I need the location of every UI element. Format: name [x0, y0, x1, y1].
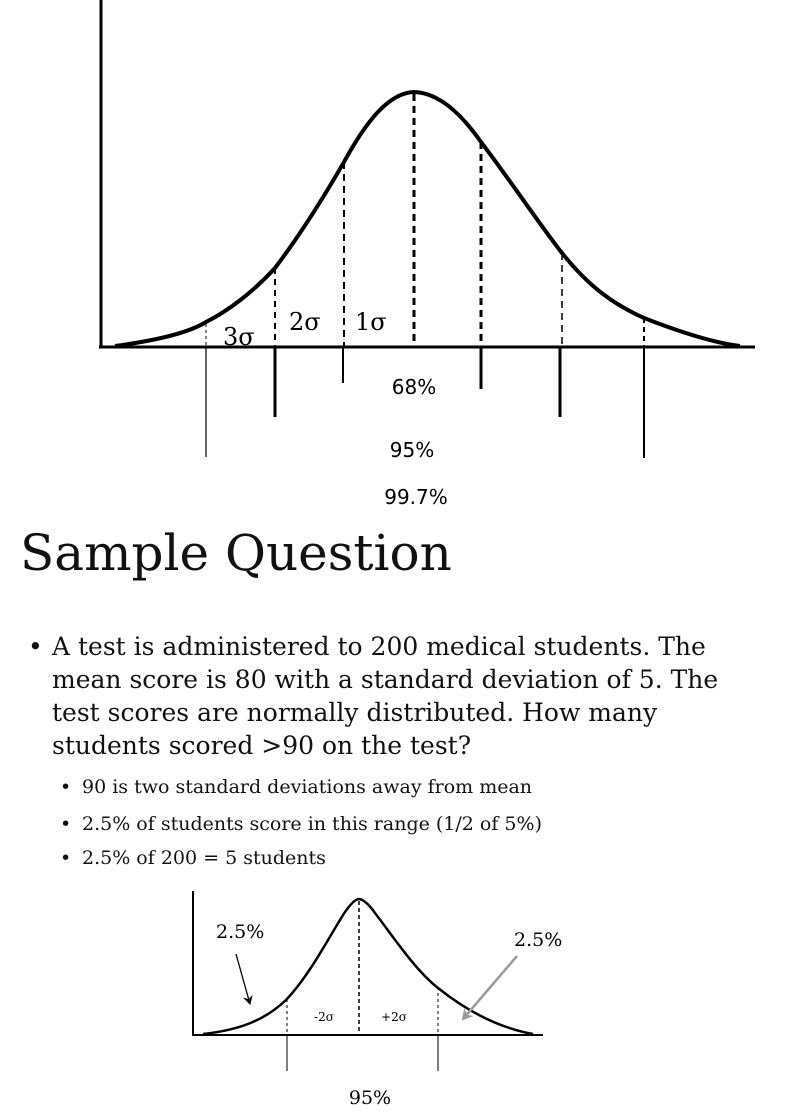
- top-sigma-label-1: 1σ: [355, 308, 387, 336]
- sub-bullet-dot: •: [60, 847, 72, 869]
- right-tail-arrow-icon: [463, 956, 517, 1019]
- bottom-sigma-label-plus2: +2σ: [381, 1010, 407, 1024]
- right-tail-label: 2.5%: [514, 929, 563, 951]
- left-tail-arrow-icon: [236, 954, 250, 1004]
- sub-bullet-text: 90 is two standard deviations away from mean: [82, 776, 533, 798]
- sub-bullet-dot: •: [60, 813, 72, 835]
- bullet-dot: •: [28, 632, 43, 661]
- top-sigma-label-2: 2σ: [289, 308, 321, 336]
- sub-bullet-text: 2.5% of 200 = 5 students: [82, 847, 326, 869]
- sub-bullet-text: 2.5% of students score in this range (1/2 of 5%): [82, 813, 542, 835]
- bottom-bell-curve: [203, 899, 533, 1034]
- top-range-label-68: 68%: [391, 375, 437, 399]
- bottom-range-label-95: 95%: [348, 1087, 392, 1109]
- question-text: A test is administered to 200 medical students. The mean score is 80 with a standard deviation of 5. The test scores are normally distributed. How many students scored >90 on the test?: [52, 632, 719, 760]
- top-range-label-95: 95%: [389, 438, 435, 462]
- top-range-label-99-7: 99.7%: [384, 485, 448, 509]
- sub-bullet-dot: •: [60, 776, 72, 798]
- top-sigma-label-3: 3σ: [223, 323, 255, 351]
- page-title: Sample Question: [20, 524, 452, 582]
- left-tail-label: 2.5%: [216, 921, 265, 943]
- bottom-sigma-label-minus2: -2σ: [314, 1010, 334, 1024]
